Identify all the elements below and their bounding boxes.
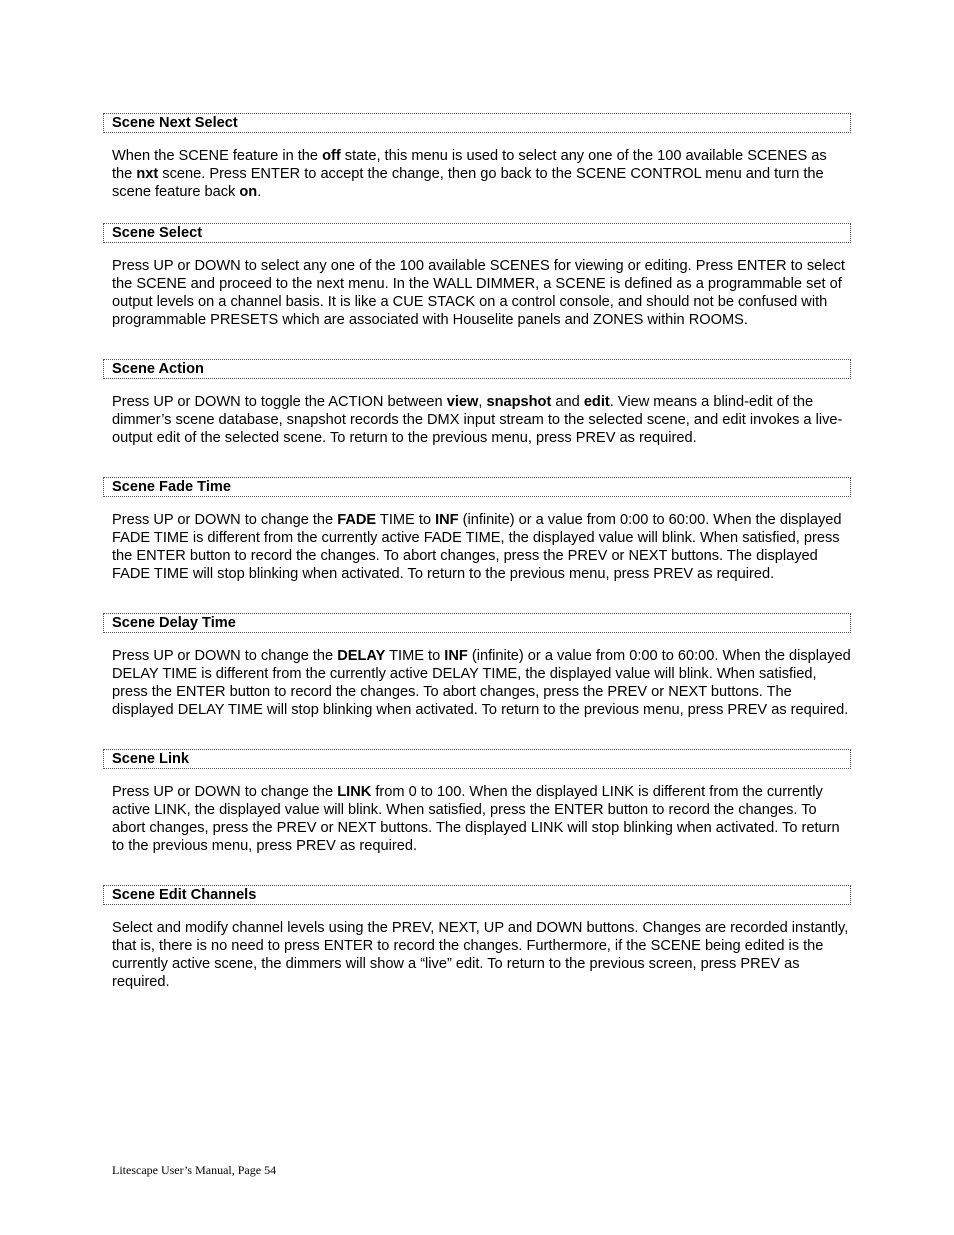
- bold-term: on: [239, 184, 258, 200]
- section-scene-fade-time: [103, 477, 851, 583]
- bold-term: snapshot: [486, 394, 552, 410]
- section-heading: Scene Action: [103, 359, 851, 379]
- section-paragraph: [103, 147, 851, 201]
- text-run: and: [551, 394, 584, 410]
- text-run: Select and modify channel levels using the PREV, NEXT, UP and DOWN buttons. Changes are recorded instantly, that is, there is no need to press ENTER to record the changes. Furthermore, if the SCENE being edited is the currently active scene, the dimmers will show a “live” edit. To return to the previous screen, press PREV as required.: [112, 920, 849, 990]
- section-heading: Scene Delay Time: [103, 613, 851, 633]
- section-scene-link: [103, 749, 851, 855]
- bold-term: nxt: [136, 166, 159, 182]
- text-run: When the SCENE feature in the: [112, 148, 323, 164]
- section-paragraph: [103, 393, 851, 447]
- section-paragraph: [103, 647, 851, 719]
- text-run: (infinite) or a value from 0:00 to 60:00. When the displayed DELAY TIME is different from the currently active DELAY TIME, the displayed value will blink. When satisfied, press the ENTER button to record the changes. To abort changes, press the PREV or NEXT buttons. The displayed DELAY TIME will stop blinking when activated. To return to the previous menu, press PREV as required.: [112, 648, 851, 718]
- text-run: .: [257, 184, 262, 200]
- section-scene-next-select: [103, 113, 851, 201]
- text-run: ,: [478, 394, 487, 410]
- section-paragraph: [103, 919, 851, 991]
- bold-term: DELAY: [337, 648, 386, 664]
- bold-term: off: [322, 148, 341, 164]
- section-heading: Scene Link: [103, 749, 851, 769]
- bold-term: LINK: [337, 784, 372, 800]
- page-footer: Litescape User’s Manual, Page 54: [112, 1163, 277, 1177]
- text-run: Press UP or DOWN to change the: [112, 512, 338, 528]
- bold-term: INF: [435, 512, 459, 528]
- bold-term: edit: [583, 394, 610, 410]
- section-scene-edit-channels: [103, 885, 851, 991]
- text-run: TIME to: [385, 648, 445, 664]
- text-run: Press UP or DOWN to change the: [112, 648, 338, 664]
- document-body: [103, 113, 851, 991]
- text-run: state, this menu is used to select any one of the 100 available SCENES as the: [112, 148, 827, 182]
- section-scene-action: [103, 359, 851, 447]
- text-run: Press UP or DOWN to change the: [112, 784, 338, 800]
- section-scene-select: [103, 223, 851, 329]
- section-heading: Scene Select: [103, 223, 851, 243]
- text-run: . View means a blind-edit of the dimmer’s scene database, snapshot records the DMX input stream to the selected scene, and edit invokes a live-output edit of the selected scene. To return to the previous menu, press PREV as required.: [112, 394, 843, 446]
- section-heading: Scene Next Select: [103, 113, 851, 133]
- section-heading: Scene Edit Channels: [103, 885, 851, 905]
- section-paragraph: [103, 783, 851, 855]
- text-run: Press UP or DOWN to select any one of the 100 available SCENES for viewing or editing. Press ENTER to select the SCENE and proceed to the next menu. In the WALL DIMMER, a SCENE is defined as a programmable set of output levels on a channel basis. It is like a CUE STACK on a control console, and should not be confused with programmable PRESETS which are associated with Houselite panels and ZONES within ROOMS.: [112, 258, 845, 328]
- bold-term: INF: [444, 648, 468, 664]
- text-run: (infinite) or a value from 0:00 to 60:00. When the displayed FADE TIME is different from the currently active FADE TIME, the displayed value will blink. When satisfied, press the ENTER button to record the changes. To abort changes, press the PREV or NEXT buttons. The displayed FADE TIME will stop blinking when activated. To return to the previous menu, press PREV as required.: [112, 512, 842, 582]
- section-scene-delay-time: [103, 613, 851, 719]
- text-run: TIME to: [376, 512, 436, 528]
- section-paragraph: [103, 257, 851, 329]
- bold-term: FADE: [337, 512, 377, 528]
- text-run: Press UP or DOWN to toggle the ACTION between: [112, 394, 447, 410]
- bold-term: view: [446, 394, 479, 410]
- section-paragraph: [103, 511, 851, 583]
- text-run: from 0 to 100. When the displayed LINK is different from the currently active LINK, the displayed value will blink. When satisfied, press the ENTER button to record the changes. To abort changes, press the PREV or NEXT buttons. The displayed LINK will stop blinking when activated. To return to the previous menu, press PREV as required.: [112, 784, 840, 854]
- text-run: scene. Press ENTER to accept the change, then go back to the SCENE CONTROL menu and turn the scene feature back: [112, 166, 824, 200]
- section-heading: Scene Fade Time: [103, 477, 851, 497]
